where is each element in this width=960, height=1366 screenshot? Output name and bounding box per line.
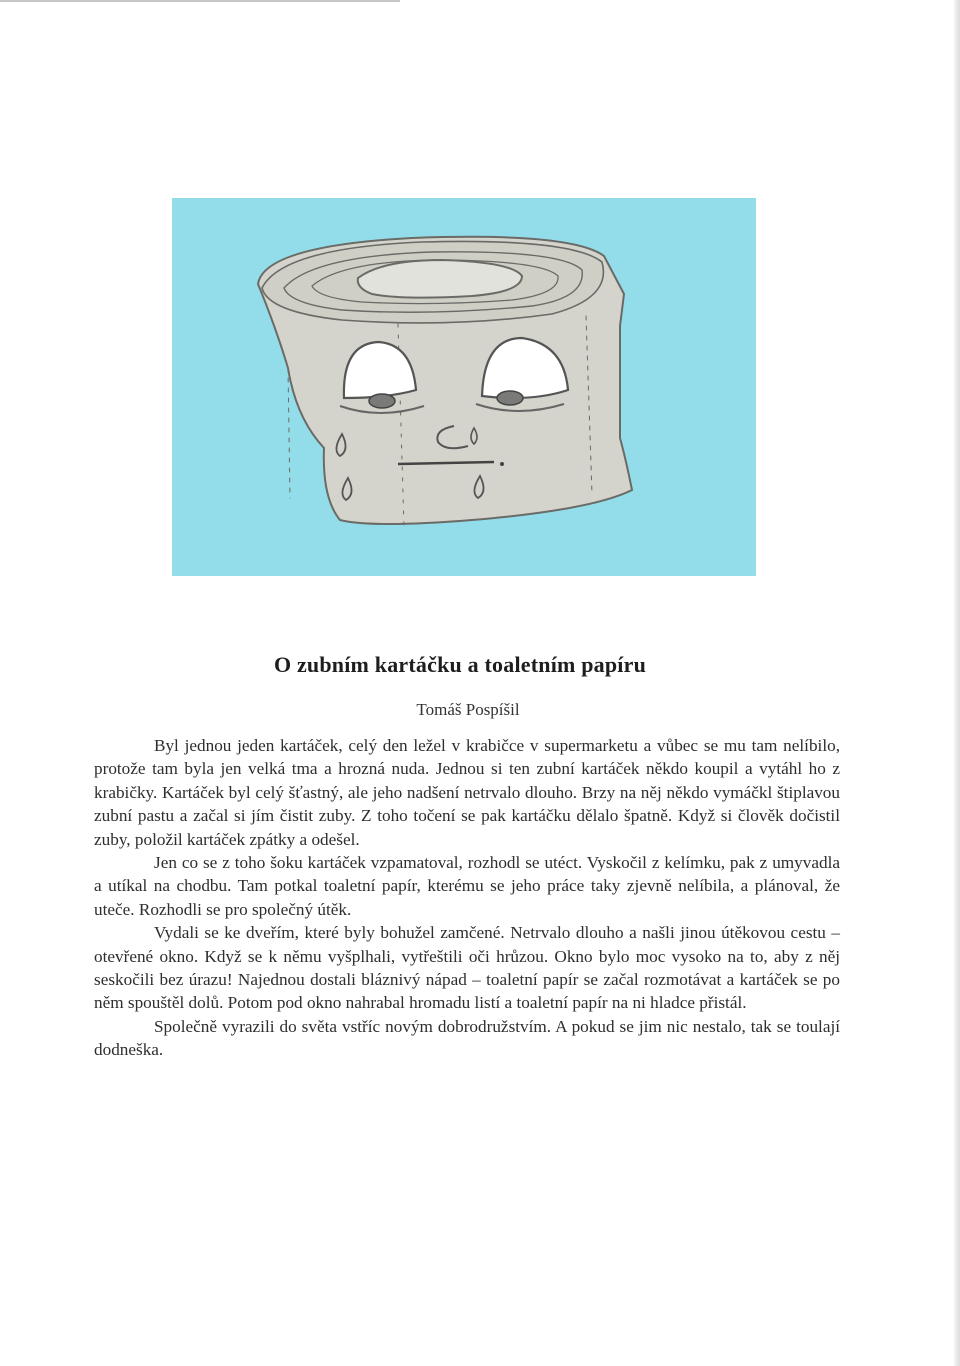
story-paragraph: Společně vyrazili do světa vstříc novým dobrodružstvím. A pokud se jim nic nestalo, tak se toulají dodneška. bbox=[94, 1016, 840, 1060]
story-paragraph: Vydali se ke dveřím, které byly bohužel zamčené. Netrvalo dlouho a našli jinou útěkovou cestu – otevřené okno. Když se k němu vyšplhali, vytřeštili oči hrůzou. Okno bylo moc vysoko na to, aby z něj seskočili bez úrazu! Najednou dostali bláznivý nápad – toaletní papír se začal rozmotávat a kartáček se po něm spouštěl dolů. Potom pod okno nahrabal hromadu listí a toaletní papír na ni hladce přistál. bbox=[94, 923, 840, 1013]
toilet-paper-illustration bbox=[172, 198, 756, 576]
story-title: O zubním kartáčku a toaletním papíru bbox=[273, 652, 647, 677]
story-body bbox=[94, 734, 840, 1062]
left-pupil bbox=[369, 394, 395, 408]
story-paragraph: Jen co se z toho šoku kartáček vzpamatoval, rozhodl se utéct. Vyskočil z kelímku, pak z umyvadla a utíkal na chodbu. Tam potkal toaletní papír, kterému se jeho práce taky zjevně nelíbila, a plánoval, že uteče. Rozhodli se pro společný útěk. bbox=[94, 853, 840, 919]
right-pupil bbox=[497, 391, 523, 405]
roll-core-hole bbox=[358, 260, 522, 298]
story-author: Tomáš Pospíšil bbox=[416, 700, 520, 719]
scan-edge-top bbox=[0, 0, 400, 2]
scan-edge-right bbox=[954, 0, 960, 1366]
story-paragraph: Byl jednou jeden kartáček, celý den ležel v krabičce v supermarketu a vůbec se mu tam nelíbilo, protože tam byla jen velká tma a hrozná nuda. Jednou si ten zubní kartáček někdo koupil a vytáhl ho z krabičky. Kartáček byl celý šťastný, ale jeho nadšení netrvalo dlouho. Brzy na něj někdo vymáčkl štiplavou zubní pastu a začal si jím čistit zuby. Z toho točení se pak kartáčku dělalo špatně. Když si člověk dočistil zuby, položil kartáček zpátky a odešel. bbox=[94, 736, 840, 849]
mouth-dot bbox=[500, 462, 504, 466]
